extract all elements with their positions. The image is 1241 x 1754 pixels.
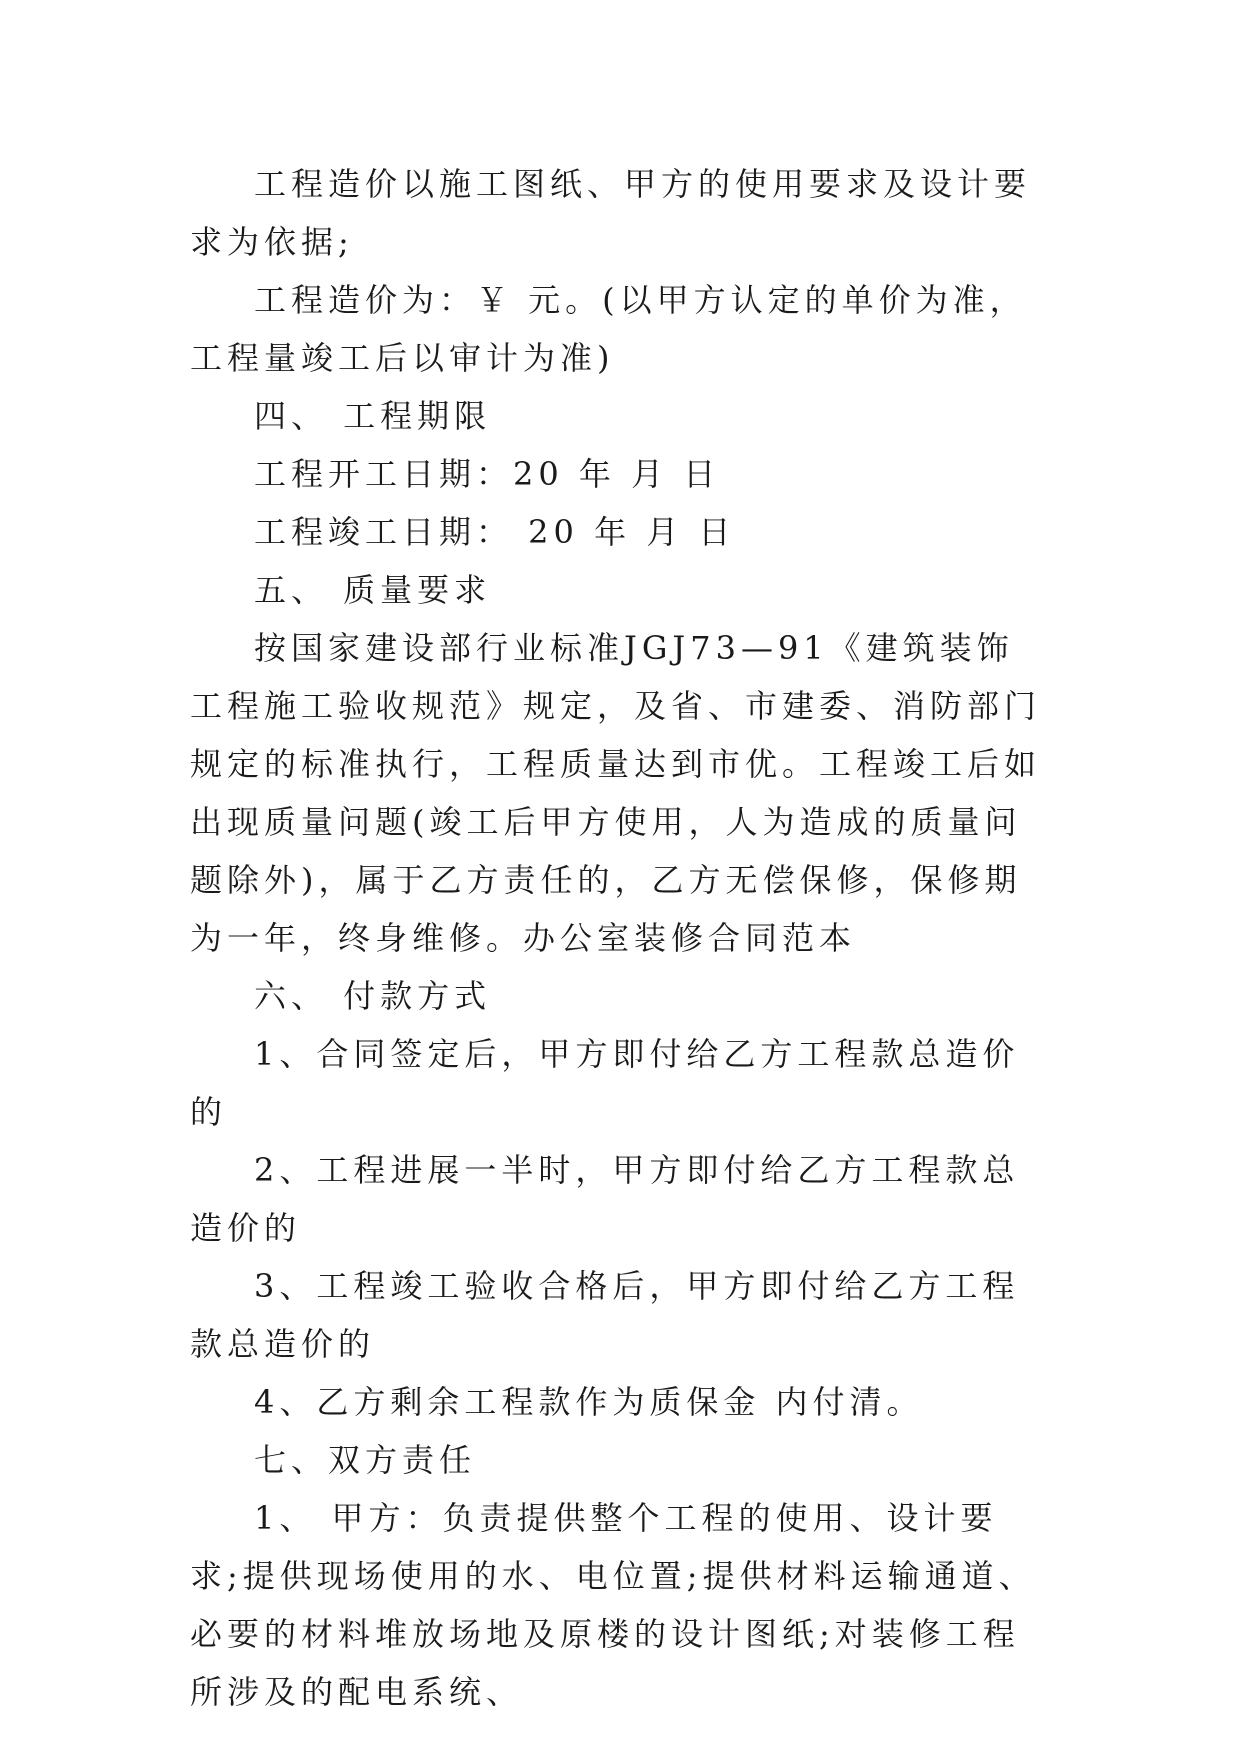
paragraph-completion-date: 工程竣工日期： 20 年 月 日 bbox=[254, 513, 736, 551]
payment-item-2: 2、工程进展一半时，甲方即付给乙方工程款总造价的 bbox=[190, 1151, 1020, 1247]
paragraph-quality-standard: 按国家建设部行业标准JGJ73—91《建筑装饰工程施工验收规范》规定，及省、市建委、消防部门规定的标准执行，工程质量达到市优。工程竣工后如出现质量问题(竣工后甲方使用，人为造成的质量问题除外)，属于乙方责任的，乙方无偿保修，保修期为一年，终身维修。办公室装修合同范本 bbox=[190, 629, 1042, 957]
section-heading-payment: 六、 付款方式 bbox=[254, 977, 492, 1015]
responsibility-item-1: 1、 甲方：负责提供整个工程的使用、设计要求;提供现场使用的水、电位置;提供材料运输通道、必要的材料堆放场地及原楼的设计图纸;对装修工程所涉及的配电系统、 bbox=[190, 1499, 1036, 1711]
payment-item-3: 3、工程竣工验收合格后，甲方即付给乙方工程款总造价的 bbox=[190, 1267, 1020, 1363]
paragraph-cost-amount: 工程造价为：￥ 元。(以甲方认定的单价为准，工程量竣工后以审计为准) bbox=[190, 281, 1027, 377]
section-heading-responsibilities: 七、双方责任 bbox=[254, 1441, 477, 1479]
section-heading-schedule: 四、 工程期限 bbox=[254, 397, 492, 435]
payment-item-1: 1、合同签定后，甲方即付给乙方工程款总造价的 bbox=[190, 1035, 1020, 1131]
paragraph-cost-basis: 工程造价以施工图纸、甲方的使用要求及设计要求为依据; bbox=[190, 165, 1032, 261]
document-body bbox=[190, 155, 1050, 1721]
payment-item-4: 4、乙方剩余工程款作为质保金 内付清。 bbox=[254, 1383, 924, 1421]
paragraph-start-date: 工程开工日期：20 年 月 日 bbox=[254, 455, 721, 493]
section-heading-quality: 五、 质量要求 bbox=[254, 571, 492, 609]
